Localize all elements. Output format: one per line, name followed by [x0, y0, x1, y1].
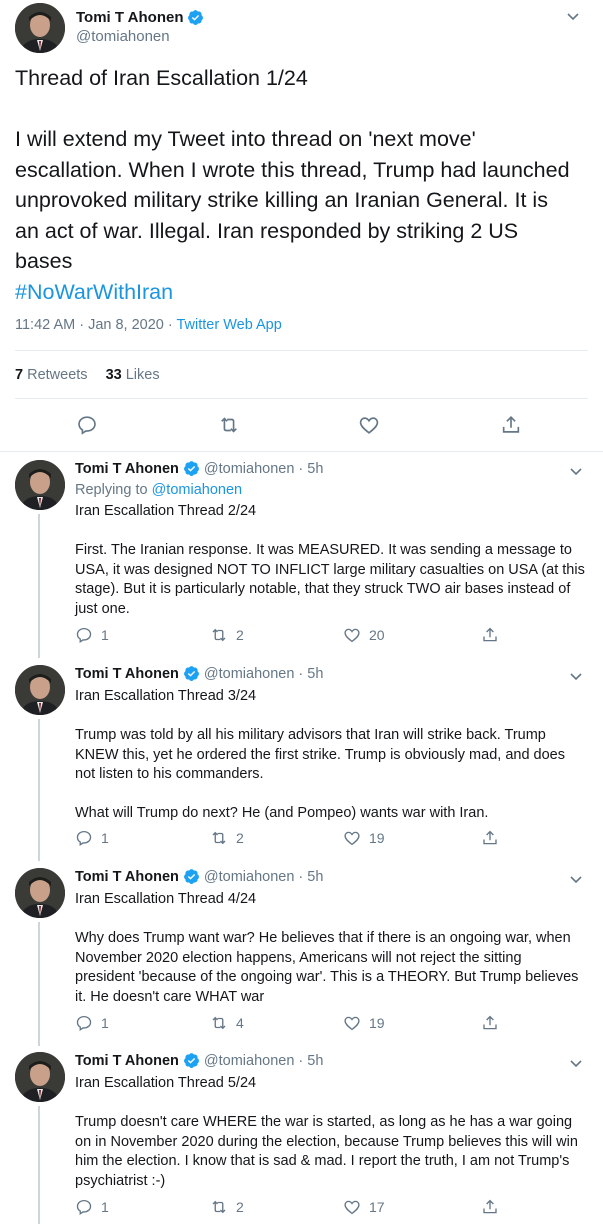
tweet-text	[15, 63, 575, 307]
tweet-time[interactable]: · 5h	[298, 665, 324, 682]
like-button[interactable]	[343, 626, 385, 644]
verified-badge-icon	[183, 665, 200, 682]
verified-badge-icon	[183, 460, 200, 477]
reply-icon	[75, 829, 93, 847]
retweet-button[interactable]	[210, 1198, 244, 1216]
avatar[interactable]	[15, 3, 65, 53]
retweet-icon	[210, 626, 228, 644]
share-button[interactable]	[481, 829, 499, 847]
heart-icon	[343, 626, 361, 644]
like-button[interactable]	[343, 829, 385, 847]
share-icon	[481, 1014, 499, 1032]
main-tweet-actions	[0, 414, 603, 438]
likes-count: 33	[105, 367, 122, 383]
chevron-down-icon[interactable]	[569, 669, 583, 683]
chevron-down-icon[interactable]	[569, 464, 583, 478]
author-name[interactable]: Tomi T Ahonen	[75, 665, 179, 682]
reply-icon[interactable]	[76, 414, 98, 436]
retweets-count-link[interactable]	[15, 367, 88, 383]
share-button[interactable]	[481, 1198, 499, 1216]
author-handle[interactable]: @tomiahonen	[203, 1052, 295, 1069]
retweet-icon	[210, 829, 228, 847]
reply-text: Iran Escallation Thread 2/24 First. The Iranian response. It was MEASURED. It was sending a message to USA, it was designed NOT TO INFLICT large military casualties on USA (at this stage). But it is particularly notable, that they struck TWO air bases instead of just one.	[75, 503, 585, 617]
author-name[interactable]: Tomi T Ahonen	[76, 9, 204, 26]
author-handle[interactable]: @tomiahonen	[203, 665, 295, 682]
reply-tweet[interactable]	[0, 868, 603, 1048]
chevron-down-icon[interactable]	[566, 9, 580, 23]
reply-header	[75, 665, 323, 682]
avatar[interactable]	[15, 868, 65, 918]
reply-icon	[75, 1014, 93, 1032]
thread-line	[38, 514, 40, 658]
retweet-count: 4	[236, 1015, 244, 1031]
reply-header	[75, 868, 323, 885]
author-name[interactable]: Tomi T Ahonen	[75, 1052, 179, 1069]
reply-header	[75, 1052, 323, 1069]
heart-icon	[343, 1198, 361, 1216]
tweet-source-link[interactable]: Twitter Web App	[176, 317, 282, 333]
author-name[interactable]: Tomi T Ahonen	[75, 868, 179, 885]
retweets-label: Retweets	[27, 367, 88, 383]
replying-to	[75, 482, 242, 498]
reply-count: 1	[101, 1199, 109, 1215]
author-handle[interactable]: @tomiahonen	[203, 868, 295, 885]
tweet-body: Thread of Iran Escallation 1/24 I will extend my Tweet into thread on 'next move' escallation. When I wrote this thread, Trump had launched unprovoked military strike killing an Iranian General. It is an act of war. Illegal. Iran responded by striking 2 US bases	[15, 66, 570, 273]
reply-tweet[interactable]	[0, 665, 603, 863]
reply-actions	[75, 1198, 575, 1218]
reply-text: Iran Escallation Thread 3/24 Trump was told by all his military advisors that Iran will strike back. Trump KNEW this, yet he ordered the first strike. Trump is obviously mad, and does not listen to his commanders. What will Trump do next? He (and Pompeo) wants war with Iran.	[75, 688, 565, 821]
retweet-icon	[210, 1198, 228, 1216]
like-count: 17	[369, 1199, 385, 1215]
chevron-down-icon[interactable]	[569, 1056, 583, 1070]
thread-line	[38, 922, 40, 1046]
reply-button[interactable]	[75, 829, 109, 847]
reply-count: 1	[101, 830, 109, 846]
replying-to-link[interactable]: @tomiahonen	[151, 482, 243, 498]
like-button[interactable]	[343, 1014, 385, 1032]
reply-header	[75, 460, 323, 477]
retweet-button[interactable]	[210, 1014, 244, 1032]
share-button[interactable]	[481, 1014, 499, 1032]
tweet-meta	[15, 317, 282, 333]
chevron-down-icon[interactable]	[569, 872, 583, 886]
retweet-count: 2	[236, 627, 244, 643]
avatar[interactable]	[15, 665, 65, 715]
reply-icon	[75, 626, 93, 644]
verified-badge-icon	[183, 868, 200, 885]
retweet-count: 2	[236, 1199, 244, 1215]
reply-count: 1	[101, 627, 109, 643]
share-icon	[481, 626, 499, 644]
like-count: 19	[369, 1015, 385, 1031]
replying-prefix: Replying to	[75, 482, 152, 498]
reply-button[interactable]	[75, 1198, 109, 1216]
reply-count: 1	[101, 1015, 109, 1031]
author-name[interactable]: Tomi T Ahonen	[75, 460, 179, 477]
share-icon	[481, 829, 499, 847]
tweet-time[interactable]: · 5h	[298, 868, 324, 885]
reply-actions	[75, 829, 575, 849]
share-icon[interactable]	[500, 414, 522, 436]
reply-actions	[75, 1014, 575, 1034]
reply-text: Iran Escallation Thread 5/24 Trump doesn't care WHERE the war is started, as long as he has a war going on in November 2020 during the election, because Trump believes this will win him the election. I know that is sad & mad. I report the truth, I am not Trump's psychiatrist :-)	[75, 1075, 578, 1189]
reply-tweet[interactable]	[0, 1052, 603, 1224]
likes-count-link[interactable]	[106, 367, 160, 383]
reply-button[interactable]	[75, 1014, 109, 1032]
retweet-icon[interactable]	[218, 414, 240, 436]
verified-badge-icon	[183, 1052, 200, 1069]
engagement-counts	[15, 367, 160, 383]
tweet-time[interactable]: · 5h	[298, 460, 324, 477]
retweets-count: 7	[15, 367, 24, 383]
verified-badge-icon	[187, 9, 204, 26]
reply-actions	[75, 626, 575, 646]
avatar[interactable]	[15, 460, 65, 510]
divider	[15, 350, 588, 351]
reply-icon	[75, 1198, 93, 1216]
hashtag-link[interactable]: #NoWarWithIran	[15, 279, 174, 304]
author-handle[interactable]: @tomiahonen	[203, 460, 295, 477]
share-button[interactable]	[481, 626, 499, 644]
reply-tweet[interactable]	[0, 460, 603, 660]
main-tweet	[0, 0, 603, 452]
likes-label: Likes	[125, 367, 160, 383]
share-icon	[481, 1198, 499, 1216]
reply-text: Iran Escallation Thread 4/24 Why does Trump want war? He believes that if there is an ongoing war, when November 2020 election happens, Americans will not reject the sitting president 'because of the ongoing war'. This is a THEORY. But Trump believes it. He doesn't care WHAT war	[75, 891, 579, 1005]
avatar[interactable]	[15, 1052, 65, 1102]
divider	[15, 398, 588, 399]
author-handle[interactable]: @tomiahonen	[76, 28, 170, 45]
retweet-button[interactable]	[210, 829, 244, 847]
reply-button[interactable]	[75, 626, 109, 644]
tweet-time[interactable]: · 5h	[298, 1052, 324, 1069]
retweet-icon	[210, 1014, 228, 1032]
like-count: 19	[369, 830, 385, 846]
thread-line	[38, 719, 40, 861]
heart-icon	[343, 1014, 361, 1032]
tweet-timestamp[interactable]: 11:42 AM · Jan 8, 2020 ·	[15, 317, 177, 333]
heart-icon	[343, 829, 361, 847]
like-button[interactable]	[343, 1198, 385, 1216]
retweet-count: 2	[236, 830, 244, 846]
like-count: 20	[369, 627, 385, 643]
thread-line	[38, 1106, 40, 1224]
heart-icon[interactable]	[358, 414, 380, 436]
retweet-button[interactable]	[210, 626, 244, 644]
